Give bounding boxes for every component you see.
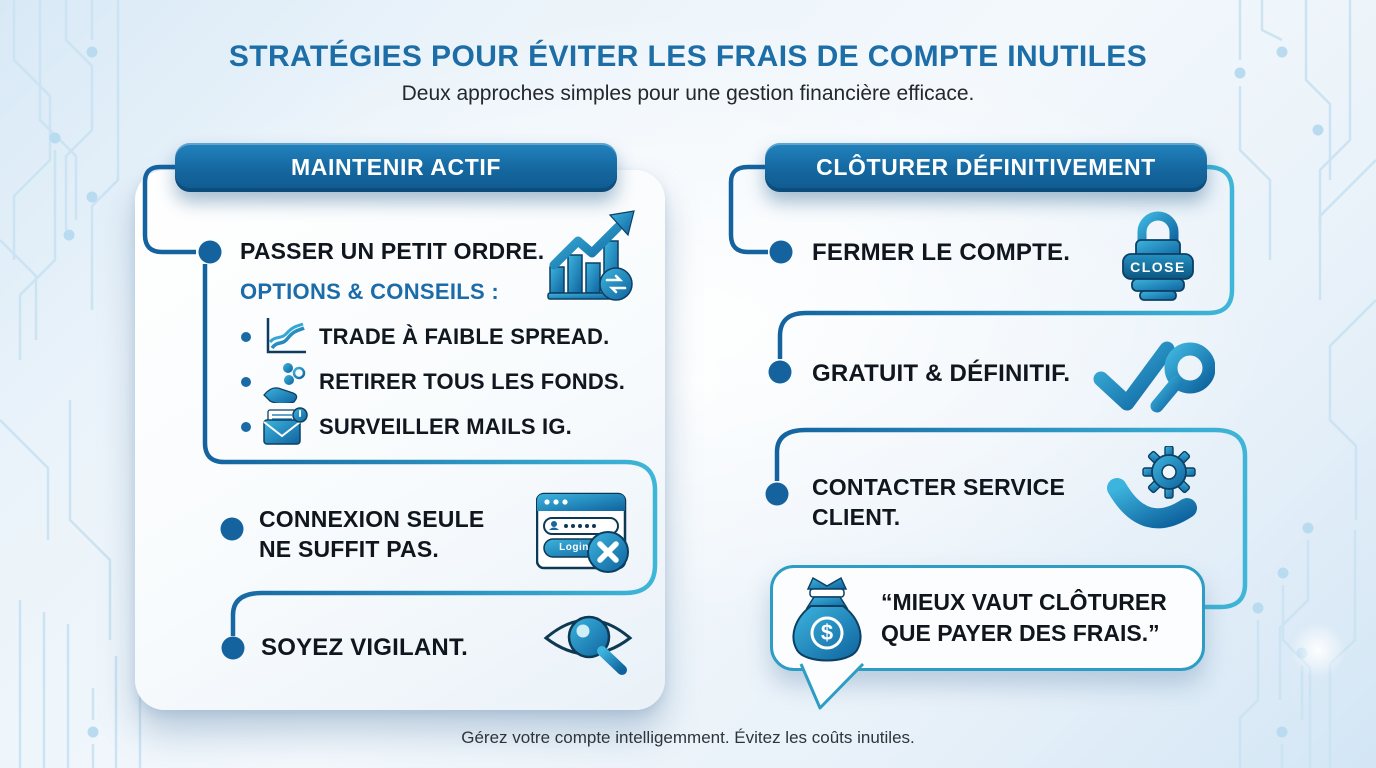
contacter-line1: CONTACTER SERVICE (812, 474, 1066, 500)
connexion-line2: NE SUFFIT PAS. (259, 536, 439, 562)
bullet-dot (770, 241, 793, 264)
money-bag-icon (787, 576, 869, 666)
left-column-header-label: MAINTENIR ACTIF (290, 154, 501, 180)
bullet-dot (221, 518, 244, 541)
right-column-header-label: CLÔTURER DÉFINITIVEMENT (816, 154, 1156, 180)
quote-line1: “MIEUX VAUT CLÔTURER (881, 589, 1167, 615)
padlock-close-icon (1118, 208, 1198, 304)
bar-chart-growth-icon (546, 207, 636, 302)
login-button-label: Login (559, 542, 589, 553)
check-loop-icon (1093, 333, 1215, 417)
sub-item-trade (241, 316, 609, 358)
left-item-passer-ordre: PASSER UN PETIT ORDRE. (240, 238, 545, 264)
left-item-connexion (259, 504, 484, 564)
login-window-x-icon (536, 486, 636, 576)
quote-bubble (770, 565, 1205, 671)
left-column-header (175, 143, 617, 192)
bullet-dot (222, 637, 245, 660)
sub-item-retirer (241, 361, 625, 403)
sub-item-label: SURVEILLER MAILS IG. (319, 414, 572, 439)
bullet-dot (199, 241, 222, 264)
right-item-fermer: FERMER LE COMPTE. (812, 239, 1071, 266)
page-title: STRATÉGIES POUR ÉVITER LES FRAIS DE COMPTE INUTILES (228, 40, 1148, 73)
sub-bullet-dot (241, 332, 251, 342)
quote-line2: QUE PAYER DES FRAIS.” (881, 620, 1160, 646)
phone-gear-icon (1103, 446, 1197, 540)
left-item-soyez-vigilant: SOYEZ VIGILANT. (261, 634, 469, 661)
options-conseils-label: OPTIONS & CONSEILS : (240, 279, 500, 304)
right-column-header (765, 143, 1207, 192)
footer-text: Gérez votre compte intelligemment. Évitez les coûts inutiles. (461, 728, 915, 747)
connexion-line1: CONNEXION SEULE (259, 506, 485, 532)
eye-magnifier-icon (542, 608, 634, 676)
sub-item-label: RETIRER TOUS LES FONDS. (319, 369, 626, 394)
page-subtitle: Deux approches simples pour une gestion financière efficace. (401, 82, 975, 105)
dollar-sign: $ (820, 620, 834, 645)
right-item-contacter (812, 472, 1065, 532)
contacter-line2: CLIENT. (812, 504, 901, 530)
quote-bubble-tail (798, 662, 868, 712)
hand-coins-icon (262, 361, 308, 403)
sub-bullet-dot (241, 377, 251, 387)
sub-bullet-dot (241, 422, 251, 432)
sub-item-surveiller (241, 406, 572, 448)
quote-text (881, 587, 1167, 649)
email-alert-icon (262, 406, 308, 448)
line-chart-icon (262, 316, 308, 358)
right-item-gratuit: GRATUIT & DÉFINITIF. (812, 360, 1071, 387)
sparkle-decoration (1290, 622, 1346, 678)
sub-item-label: TRADE À FAIBLE SPREAD. (319, 324, 610, 349)
lock-close-label: CLOSE (1130, 259, 1186, 275)
bullet-dot (766, 483, 789, 506)
bullet-dot (769, 361, 792, 384)
